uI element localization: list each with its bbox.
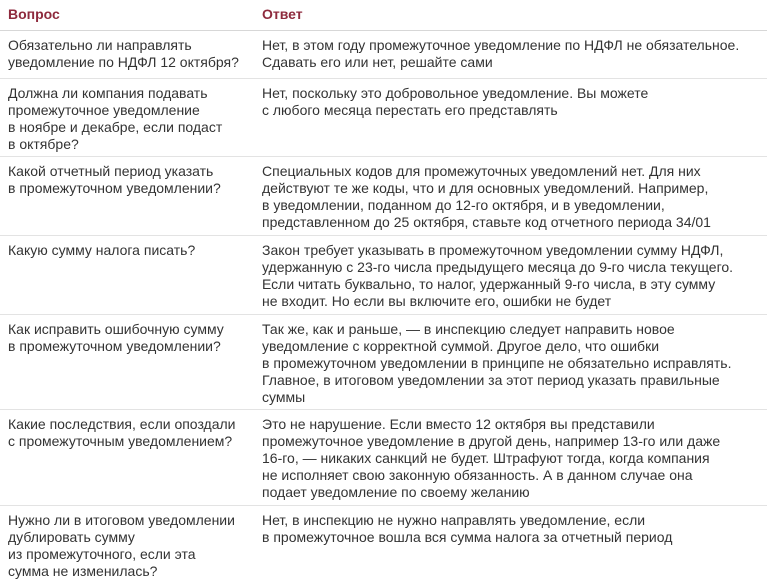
table-row: [0, 506, 767, 580]
answer-cell: Это не нарушение. Если вместо 12 октября вы представили промежуточное уведомление в другой день, например 13-го или даже 16-го, — никаких санкций не будет. Штрафуют тогда, когда компания не исполняет свою законную обязанность. А в данном случае она подает уведомление по своему желанию: [262, 416, 721, 500]
table-header: [0, 0, 767, 31]
table-row: [0, 31, 767, 79]
answer-cell: Специальных кодов для промежуточных уведомлений нет. Для них действуют те же коды, что и для основных уведомлений. Например, в уведомлении, поданном до 12-го октября, и в уведомлении, представленном до 25 октября, ставьте код отчетного периода 34/01: [262, 163, 711, 230]
answer-cell: Нет, в инспекцию не нужно направлять уведомление, если в промежуточное вошла вся сумма налога за отчетный период: [262, 512, 673, 545]
table-row: [0, 157, 767, 236]
question-cell: Как исправить ошибочную сумму в промежуточном уведомлении?: [8, 321, 224, 354]
answer-cell: Нет, поскольку это добровольное уведомление. Вы можете с любого месяца перестать его представлять: [262, 85, 649, 118]
header-answer: Ответ: [262, 6, 303, 22]
table-row: [0, 79, 767, 157]
question-cell: Обязательно ли направлять уведомление по НДФЛ 12 октября?: [8, 37, 239, 70]
answer-cell: Так же, как и раньше, — в инспекцию следует направить новое уведомление с корректной суммой. Другое дело, что ошибки в промежуточном уведомлении в принципе не обязательно исправлять. Главное, в итоговом уведомлении за этот период указать правильные суммы: [262, 321, 732, 405]
table-row: [0, 236, 767, 315]
answer-cell: Нет, в этом году промежуточное уведомление по НДФЛ не обязательное. Сдавать его или нет, решайте сами: [262, 37, 740, 70]
question-cell: Должна ли компания подавать промежуточное уведомление в ноябре и декабре, если подаст в октябре?: [8, 85, 223, 152]
question-cell: Какие последствия, если опоздали с промежуточным уведомлением?: [8, 416, 236, 449]
question-cell: Какую сумму налога писать?: [8, 242, 196, 258]
table-row: [0, 315, 767, 410]
answer-cell: Закон требует указывать в промежуточном уведомлении сумму НДФЛ, удержанную с 23-го числа предыдущего месяца до 9-го числа текущего. Если читать буквально, то налог, удержанный 9-го числа, в эту сумму не входит. Но если вы включите его, ошибки не будет: [262, 242, 734, 309]
question-cell: Какой отчетный период указать в промежуточном уведомлении?: [8, 163, 221, 196]
question-cell: Нужно ли в итоговом уведомлении дублировать сумму из промежуточного, если эта сумма не изменилась?: [8, 512, 235, 579]
header-question: Вопрос: [8, 6, 60, 22]
table-row: [0, 410, 767, 506]
